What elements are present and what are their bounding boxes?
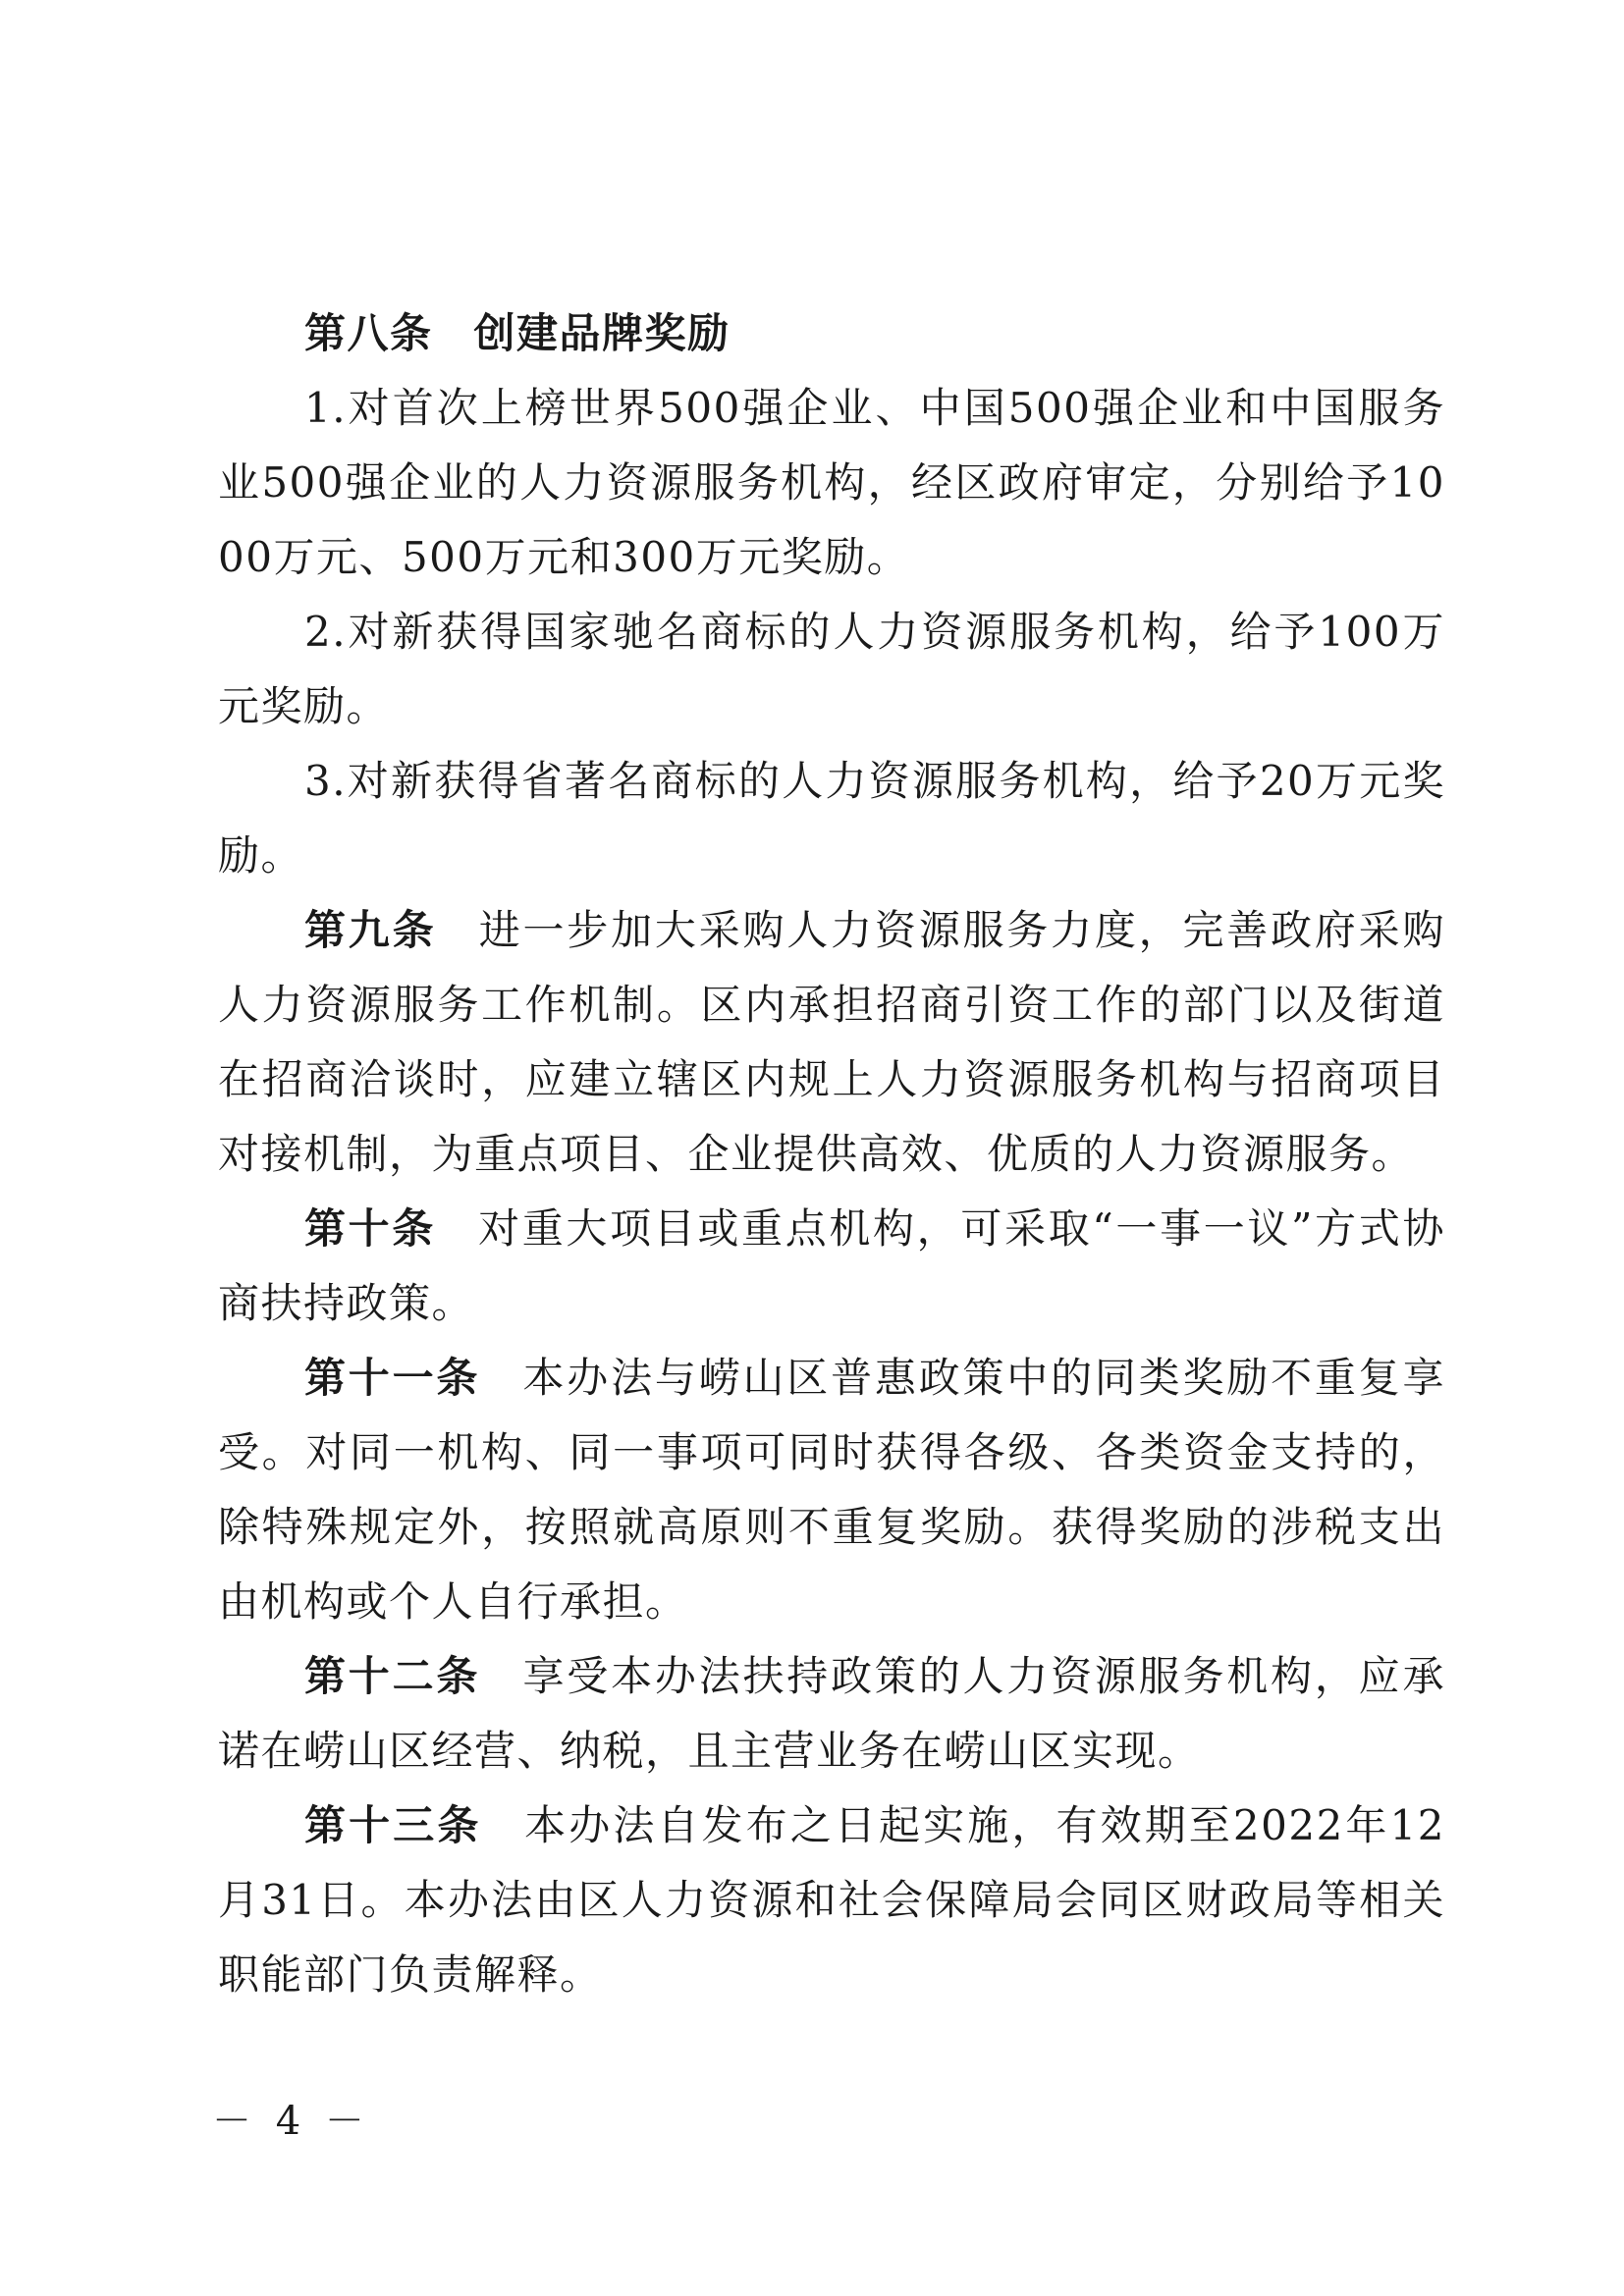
- article-13: [218, 1789, 1445, 2012]
- article-9: [218, 893, 1445, 1192]
- article-10-heading: 第十条: [304, 1204, 436, 1253]
- article-10-text: 对重大项目或重点机构，可采取“一事一议”方式协商扶持政策。: [218, 1204, 1445, 1327]
- page-number: － 4 －: [212, 2099, 370, 2144]
- article-9-text: 进一步加大采购人力资源服务力度，完善政府采购人力资源服务工作机制。区内承担招商引资工作的部门以及街道在招商洽谈时，应建立辖区内规上人力资源服务机构与招商项目对接机制，为重点项目、企业提供高效、优质的人力资源服务。: [218, 906, 1445, 1178]
- article-8-title: 创建品牌奖励: [473, 309, 731, 357]
- article-8-item-1: 1.对首次上榜世界500强企业、中国500强企业和中国服务业500强企业的人力资源服务机构，经区政府审定，分别给予1000万元、500万元和300万元奖励。: [218, 384, 1445, 581]
- article-10: [218, 1192, 1445, 1341]
- article-8-item-3: 3.对新获得省著名商标的人力资源服务机构，给予20万元奖励。: [218, 757, 1445, 880]
- article-11-text: 本办法与崂山区普惠政策中的同类奖励不重复享受。对同一机构、同一事项可同时获得各级、各类资金支持的，除特殊规定外，按照就高原则不重复奖励。获得奖励的涉税支出由机构或个人自行承担。: [218, 1354, 1445, 1626]
- article-8-item-2: 2.对新获得国家驰名商标的人力资源服务机构，给予100万元奖励。: [218, 608, 1445, 730]
- article-11-heading: 第十一条: [304, 1354, 481, 1402]
- article-11: [218, 1341, 1445, 1639]
- article-9-heading: 第九条: [304, 906, 437, 954]
- article-8-number: 第八条: [304, 309, 433, 357]
- article-13-heading: 第十三条: [304, 1801, 482, 1849]
- article-12-heading: 第十二条: [304, 1652, 481, 1700]
- article-8-heading: [218, 296, 1445, 371]
- article-12-text: 享受本办法扶持政策的人力资源服务机构，应承诺在崂山区经营、纳税，且主营业务在崂山区实现。: [218, 1652, 1445, 1775]
- article-12: [218, 1639, 1445, 1789]
- article-13-text: 本办法自发布之日起实施，有效期至2022年12月31日。本办法由区人力资源和社会保障局会同区财政局等相关职能部门负责解释。: [218, 1801, 1445, 1999]
- document-body: [218, 296, 1445, 2012]
